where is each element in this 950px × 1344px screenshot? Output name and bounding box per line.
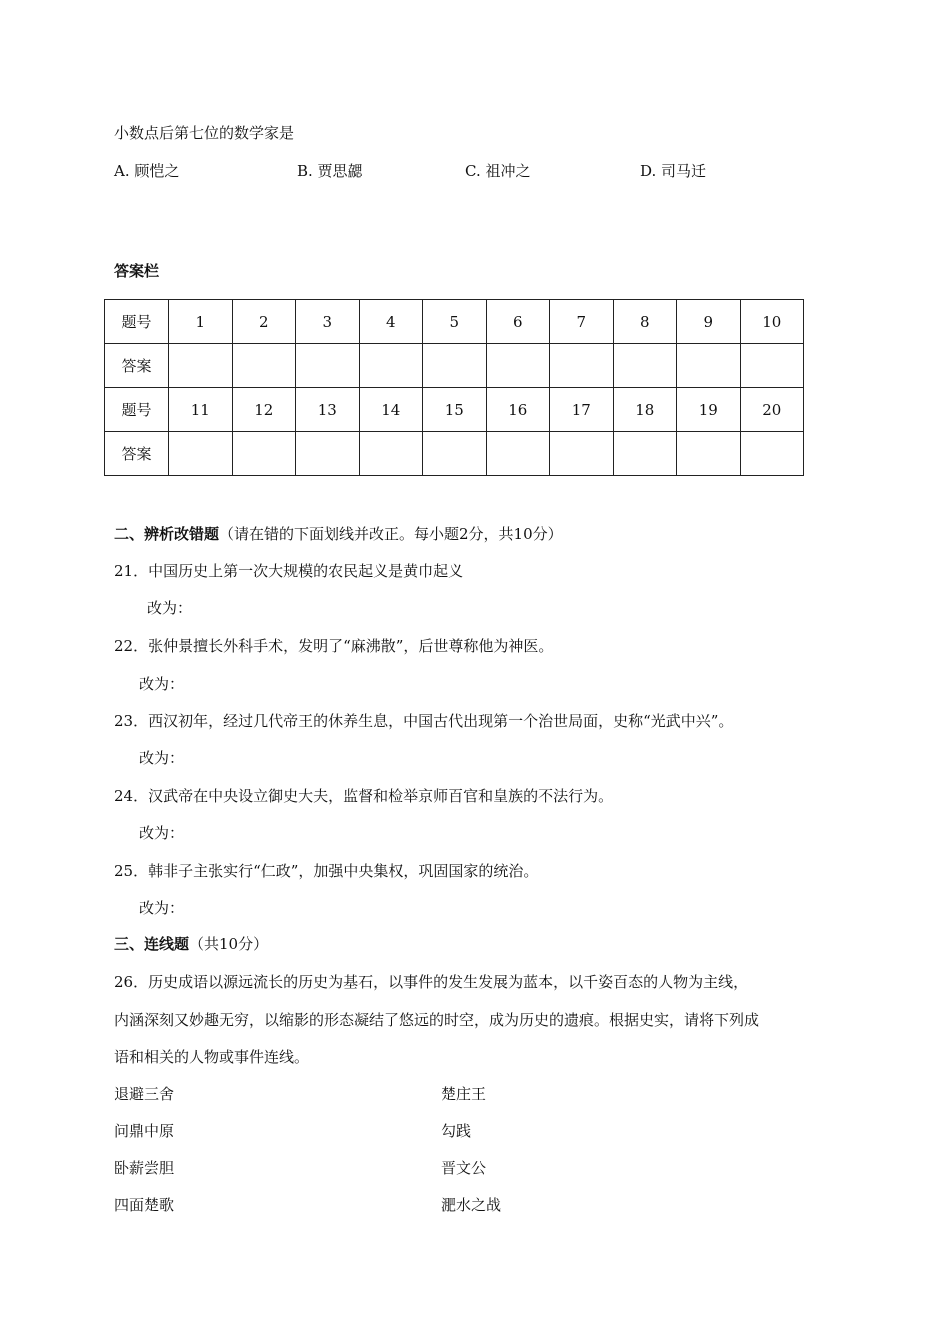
question-21: 21．中国历史上第一次大规模的农民起义是黄巾起义 — [114, 562, 464, 580]
answer-cell[interactable] — [296, 432, 360, 476]
match-item[interactable]: 晋文公 — [441, 1159, 487, 1177]
section-3-title: 三、连线题 — [114, 935, 190, 953]
table-row — [105, 432, 804, 476]
answer-sheet-title: 答案栏 — [114, 262, 160, 280]
question-number-cell: 3 — [296, 300, 360, 344]
idiom-item[interactable]: 四面楚歌 — [114, 1196, 175, 1214]
row-label-answer: 答案 — [105, 344, 169, 388]
question-number-cell: 6 — [486, 300, 550, 344]
answer-cell[interactable] — [232, 432, 296, 476]
question-number-cell: 20 — [740, 388, 804, 432]
question-26-line: 26．历史成语以源远流长的历史为基石，以事件的发生发展为蓝本，以千姿百态的人物为主线， — [114, 973, 749, 991]
question-26-line: 内涵深刻又妙趣无穷，以缩影的形态凝结了悠远的时空，成为历史的遗痕。根据史实，请将下列成 — [114, 1011, 760, 1029]
answer-cell[interactable] — [677, 432, 741, 476]
answer-cell[interactable] — [740, 432, 804, 476]
idiom-item[interactable]: 卧薪尝胆 — [114, 1159, 175, 1177]
match-item[interactable]: 勾践 — [441, 1122, 472, 1140]
answer-cell[interactable] — [232, 344, 296, 388]
question-number-cell: 7 — [550, 300, 614, 344]
section-2-note: （请在错的下面划线并改正。每小题2分，共10分） — [219, 525, 563, 543]
row-label-answer: 答案 — [105, 432, 169, 476]
question-number-cell: 16 — [486, 388, 550, 432]
question-number-cell: 2 — [232, 300, 296, 344]
idiom-item[interactable]: 问鼎中原 — [114, 1122, 175, 1140]
question-number-cell: 15 — [423, 388, 487, 432]
question-23: 23．西汉初年，经过几代帝王的休养生息，中国古代出现第一个治世局面，史称“光武中兴”。 — [114, 712, 734, 730]
question-number-cell: 13 — [296, 388, 360, 432]
question-number-cell: 17 — [550, 388, 614, 432]
correction-label: 改为： — [139, 824, 185, 842]
answer-cell[interactable] — [359, 344, 423, 388]
question-number-cell: 9 — [677, 300, 741, 344]
answer-cell[interactable] — [169, 344, 233, 388]
answer-sheet-table — [104, 299, 804, 476]
question-number-cell: 8 — [613, 300, 677, 344]
section-3-note: （共10分） — [189, 935, 269, 953]
row-label-number: 题号 — [105, 300, 169, 344]
match-item[interactable]: 淝水之战 — [441, 1196, 502, 1214]
answer-cell[interactable] — [550, 432, 614, 476]
question-26-line: 语和相关的人物或事件连线。 — [114, 1048, 310, 1066]
answer-cell[interactable] — [296, 344, 360, 388]
table-row — [105, 388, 804, 432]
question-number-cell: 14 — [359, 388, 423, 432]
answer-cell[interactable] — [613, 432, 677, 476]
option-d: D. 司马迁 — [640, 162, 707, 180]
table-row — [105, 344, 804, 388]
option-b: B. 贾思勰 — [297, 162, 363, 180]
question-number-cell: 4 — [359, 300, 423, 344]
question-number-cell: 12 — [232, 388, 296, 432]
question-25: 25．韩非子主张实行“仁政”，加强中央集权，巩固国家的统治。 — [114, 862, 539, 880]
answer-cell[interactable] — [486, 344, 550, 388]
answer-cell[interactable] — [359, 432, 423, 476]
question-number-cell: 19 — [677, 388, 741, 432]
answer-cell[interactable] — [677, 344, 741, 388]
question-22: 22．张仲景擅长外科手术，发明了“麻沸散”，后世尊称他为神医。 — [114, 637, 554, 655]
option-c: C. 祖冲之 — [465, 162, 531, 180]
section-2-heading — [114, 523, 563, 544]
table-row — [105, 300, 804, 344]
question-number-cell: 18 — [613, 388, 677, 432]
question-number-cell: 5 — [423, 300, 487, 344]
answer-cell[interactable] — [740, 344, 804, 388]
correction-label: 改为： — [147, 599, 193, 617]
answer-cell[interactable] — [423, 344, 487, 388]
answer-cell[interactable] — [550, 344, 614, 388]
correction-label: 改为： — [139, 749, 185, 767]
answer-cell[interactable] — [486, 432, 550, 476]
question-number-cell: 11 — [169, 388, 233, 432]
idiom-item[interactable]: 退避三舍 — [114, 1085, 175, 1103]
question-number-cell: 1 — [169, 300, 233, 344]
section-2-title: 二、辨析改错题 — [114, 525, 220, 543]
match-item[interactable]: 楚庄王 — [441, 1085, 487, 1103]
option-a: A. 顾恺之 — [114, 162, 180, 180]
correction-label: 改为： — [139, 675, 185, 693]
question-24: 24．汉武帝在中央设立御史大夫，监督和检举京师百官和皇族的不法行为。 — [114, 787, 614, 805]
answer-cell[interactable] — [169, 432, 233, 476]
question-20-stem: 小数点后第七位的数学家是 — [114, 124, 295, 142]
question-number-cell: 10 — [740, 300, 804, 344]
correction-label: 改为： — [139, 899, 185, 917]
row-label-number: 题号 — [105, 388, 169, 432]
answer-cell[interactable] — [423, 432, 487, 476]
answer-cell[interactable] — [613, 344, 677, 388]
section-3-heading — [114, 933, 268, 954]
